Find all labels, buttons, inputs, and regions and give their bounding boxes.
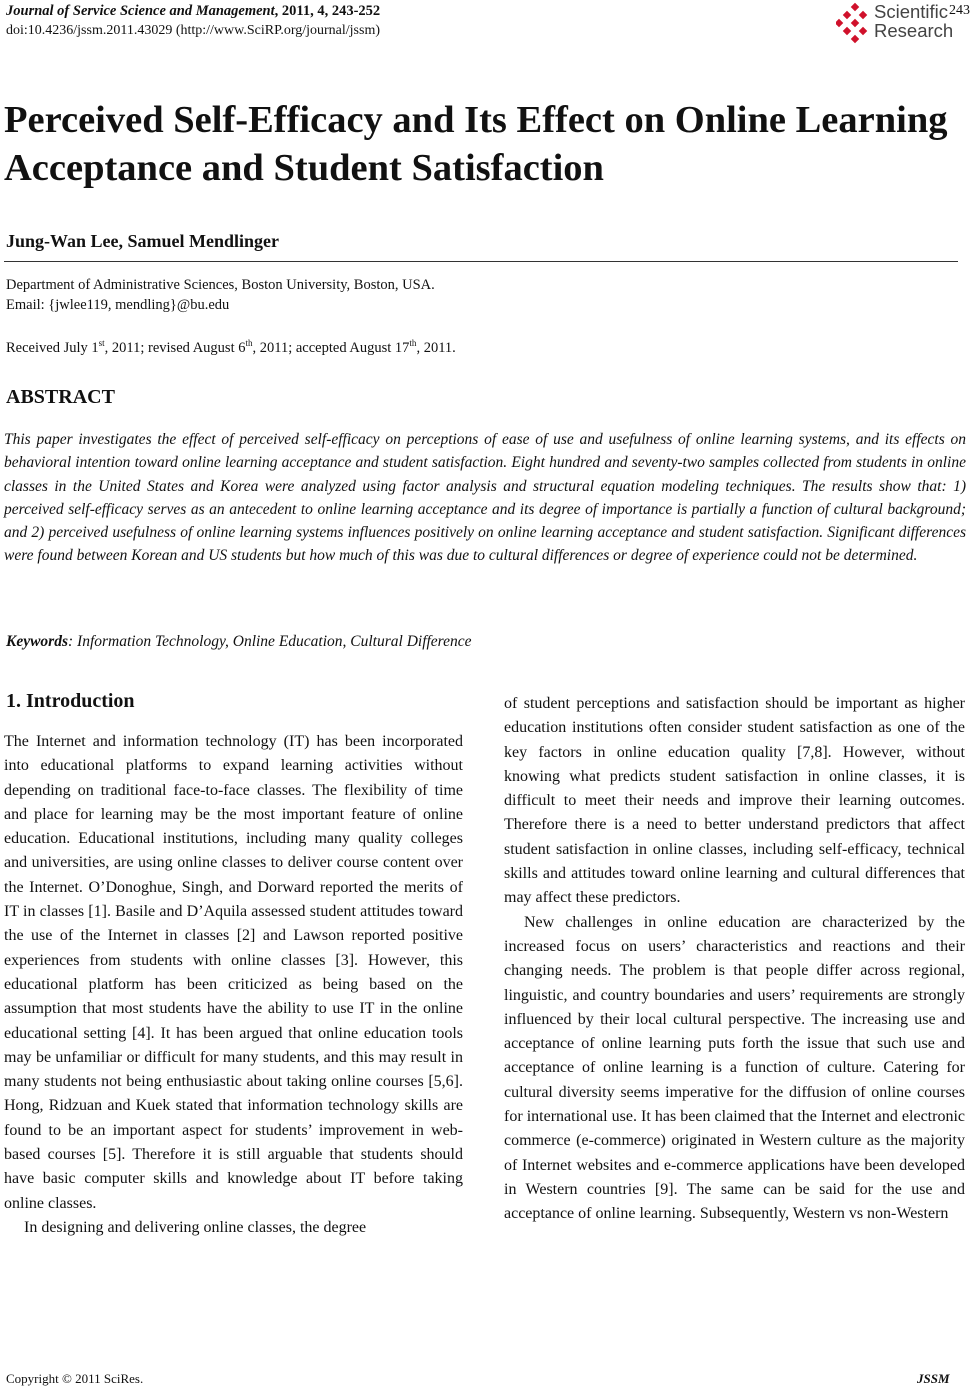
keywords bbox=[6, 633, 472, 651]
keywords-label: Keywords bbox=[6, 633, 68, 650]
publisher-logo-text bbox=[874, 2, 953, 40]
publisher-logo-icon bbox=[836, 2, 874, 44]
journal-name: Journal of Service Science and Management bbox=[6, 3, 275, 19]
received-text: Received July 1 bbox=[6, 339, 99, 356]
paper-title: Perceived Self-Efficacy and Its Effect on Online Learning Acceptance and Student Satisfaction bbox=[4, 99, 948, 189]
keywords-list: : Information Technology, Online Education, Cultural Difference bbox=[68, 633, 472, 650]
publisher-logo-line2: Research bbox=[874, 20, 954, 41]
revised-suffix: th bbox=[245, 338, 253, 348]
section-heading-introduction: 1. Introduction bbox=[6, 690, 135, 712]
abstract-heading: ABSTRACT bbox=[6, 386, 115, 408]
publisher-logo-line1: Scientific bbox=[874, 1, 949, 22]
doi-line: doi:10.4236/jssm.2011.43029 (http://www.SciRP.org/journal/jssm) bbox=[6, 23, 381, 38]
intro-paragraph-1: The Internet and information technology (IT) has been incorporated into educational platforms to expand learning activities without depending on traditional face-to-face classes. The flexibility of time and place for learning may be the most important feature of online education. Educational institutions, including many quality colleges and universities, are using online classes to deliver course content over the Internet. O’Donoghue, Singh, and Dorward reported the merits of IT in classes [1]. Basile and D’Aquila assessed student attitudes toward the use of the Internet in classes [2] and Lawson reported positive experiences from students with online classes [3]. However, this educational platform has been criticized as being based on the assumption that most students have the ability to use IT in the online educational setting [4]. It has been argued that online education tools may be unfamiliar or difficult for many students, and this may result in many students not being enthusiastic about taking online courses [5,6]. Hong, Ridzuan and Kuek stated that information technology skills are found to be an important aspect for students’ improvement in web-based courses [5]. Therefore it is still arguable that students should have basic computer skills and knowledge about IT before taking online classes. bbox=[4, 733, 463, 1212]
email: Email: {jwlee119, mendling}@bu.edu bbox=[6, 297, 230, 313]
intro-paragraph-2-cont: of student perceptions and satisfaction should be important as higher education institutions often consider student satisfaction as one of the key factors in online education quality [7,8]. However, without knowing what predicts student satisfaction in online classes, it is difficult to meet their needs and improve their learning outcomes. Therefore there is a need to better understand predictors that affect student satisfaction in online classes, including self-efficacy, technical skills and attitudes toward online learning and cultural differences that may affect these predictors. bbox=[504, 695, 965, 907]
received-dates bbox=[6, 338, 456, 357]
authors: Jung-Wan Lee, Samuel Mendlinger bbox=[6, 231, 280, 251]
journal-citation bbox=[6, 3, 380, 20]
intro-paragraph-3: New challenges in online education are characterized by the increased focus on users’ characteristics and reactions and their changing needs. The problem is that people differ across regional, linguistic, and country boundaries and users’ requirements are strongly influenced by their local cultural perspective. The increasing use and acceptance of online learning puts forth the issue that such use and acceptance of online learning is a function of culture. Catering for cultural diversity seems imperative for the diffusion of online courses for international use. It has been claimed that the Internet and electronic commerce (e-commerce) originated in Western culture as the majority of Internet websites and e-commerce applications have been developed in Western countries [9]. The same can be said for the use and acceptance of online learning. Subsequently, Western vs non-Western bbox=[504, 913, 965, 1223]
accepted-text: , 2011; accepted August 17 bbox=[252, 339, 410, 356]
footer-journal-abbr: JSSM bbox=[917, 1371, 950, 1386]
abstract-text: This paper investigates the effect of perceived self-efficacy on perceptions of ease of use and usefulness of online learning systems, and its effects on behavioral intention toward online learning acceptance and student satisfaction. Eight hundred and seventy-two samples collected from students in online classes in the United States and Korea were analyzed using factor analysis and structural equation modeling techniques. The results show that: 1) perceived self-efficacy serves as an antecedent to online learning acceptance and its degree of importance is partially a function of cultural background; and 2) perceived usefulness of online learning systems influences positively on online learning acceptance and student satisfaction. Significant differences were found between Korean and US students but how much of this was due to cultural differences or degree of experience could not be determined. bbox=[4, 431, 966, 565]
affiliation: Department of Administrative Sciences, Boston University, Boston, USA. bbox=[6, 277, 435, 293]
received-end: , 2011. bbox=[416, 339, 456, 356]
intro-paragraph-2: In designing and delivering online classes, the degree bbox=[24, 1218, 367, 1236]
revised-text: , 2011; revised August 6 bbox=[104, 339, 246, 356]
received-suffix: st bbox=[98, 338, 105, 348]
header-divider bbox=[4, 261, 958, 262]
journal-volume-pages: , 2011, 4, 243-252 bbox=[274, 3, 381, 19]
affiliation-block bbox=[6, 275, 435, 315]
right-column bbox=[504, 692, 965, 1227]
page-number: 243 bbox=[949, 3, 970, 18]
publisher-logo bbox=[836, 2, 956, 44]
left-column bbox=[4, 730, 463, 1240]
footer-copyright: Copyright © 2011 SciRes. bbox=[6, 1371, 144, 1386]
accepted-suffix: th bbox=[409, 338, 417, 348]
